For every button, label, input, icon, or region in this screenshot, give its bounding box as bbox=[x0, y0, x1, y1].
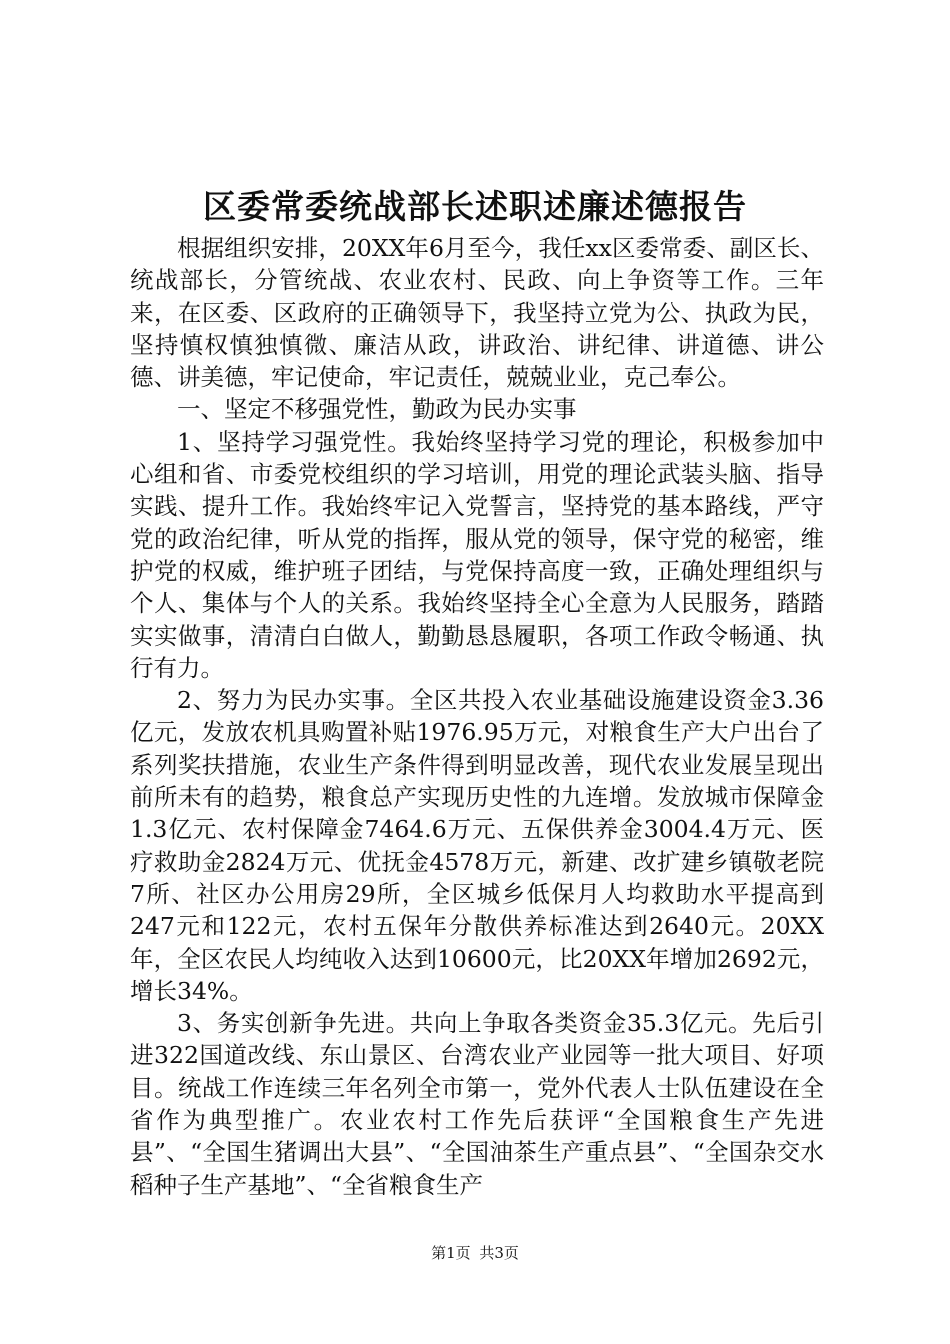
paragraph-service: 2、努力为民办实事。全区共投入农业基础设施建设资金3.36亿元，发放农机具购置补贴1976.95万元，对粮食生产大户出台了系列奖扶措施，农业生产条件得到明显改善，现代农业发展呈现出前所未有的趋势，粮食总产实现历史性的九连增。发放城市保障金1.3亿元、农村保障金7464.6万元、五保供养金3004.4万元、医疗救助金2824万元、优抚金4578万元，新建、改扩建乡镇敬老院7所、社区办公用房29所，全区城乡低保月人均救助水平提高到247元和122元，农村五保年分散供养标准达到2640元。20XX年，全区农民人均纯收入达到10600元，比20XX年增加2692元，增长34%。 bbox=[130, 686, 824, 1005]
intro-paragraph: 根据组织安排，20XX年6月至今，我任xx区委常委、副区长、统战部长，分管统战、农业农村、民政、向上争资等工作。三年来，在区委、区政府的正确领导下，我坚持立党为公、执政为民，坚持慎权慎独慎微、廉洁从政，讲政治、讲纪律、讲道德、讲公德、讲美德，牢记使命，牢记责任，兢兢业业，克己奉公。 bbox=[130, 234, 824, 392]
document-body bbox=[130, 232, 824, 1201]
page-footer bbox=[0, 1243, 950, 1263]
paragraph-study: 1、坚持学习强党性。我始终坚持学习党的理论，积极参加中心组和省、市委党校组织的学习培训，用党的理论武装头脑、指导实践、提升工作。我始终牢记入党誓言，坚持党的基本路线，严守党的政治纪律，听从党的指挥，服从党的领导，保守党的秘密，维护党的权威，维护班子团结，与党保持高度一致，正确处理组织与个人、集体与个人的关系。我始终坚持全心全意为人民服务，踏踏实实做事，清清白白做人，勤勤恳恳履职，各项工作政令畅通、执行有力。 bbox=[130, 427, 824, 682]
section-heading: 一、坚定不移强党性，勤政为民办实事 bbox=[177, 395, 577, 424]
page-number: 第1页 bbox=[431, 1244, 471, 1262]
document-title: 区委常委统战部长述职述廉述德报告 bbox=[203, 187, 747, 226]
paragraph-innovation: 3、务实创新争先进。共向上争取各类资金35.3亿元。先后引进322国道改线、东山景区、台湾农业产业园等一批大项目、好项目。统战工作连续三年名列全市第一，党外代表人士队伍建设在全省作为典型推广。农业农村工作先后获评“全国粮食生产先进县”、“全国生猪调出大县”、“全国油茶生产重点县”、“全国杂交水稻种子生产基地”、“全省粮食生产 bbox=[130, 1009, 824, 1199]
page-total: 共3页 bbox=[479, 1244, 519, 1262]
